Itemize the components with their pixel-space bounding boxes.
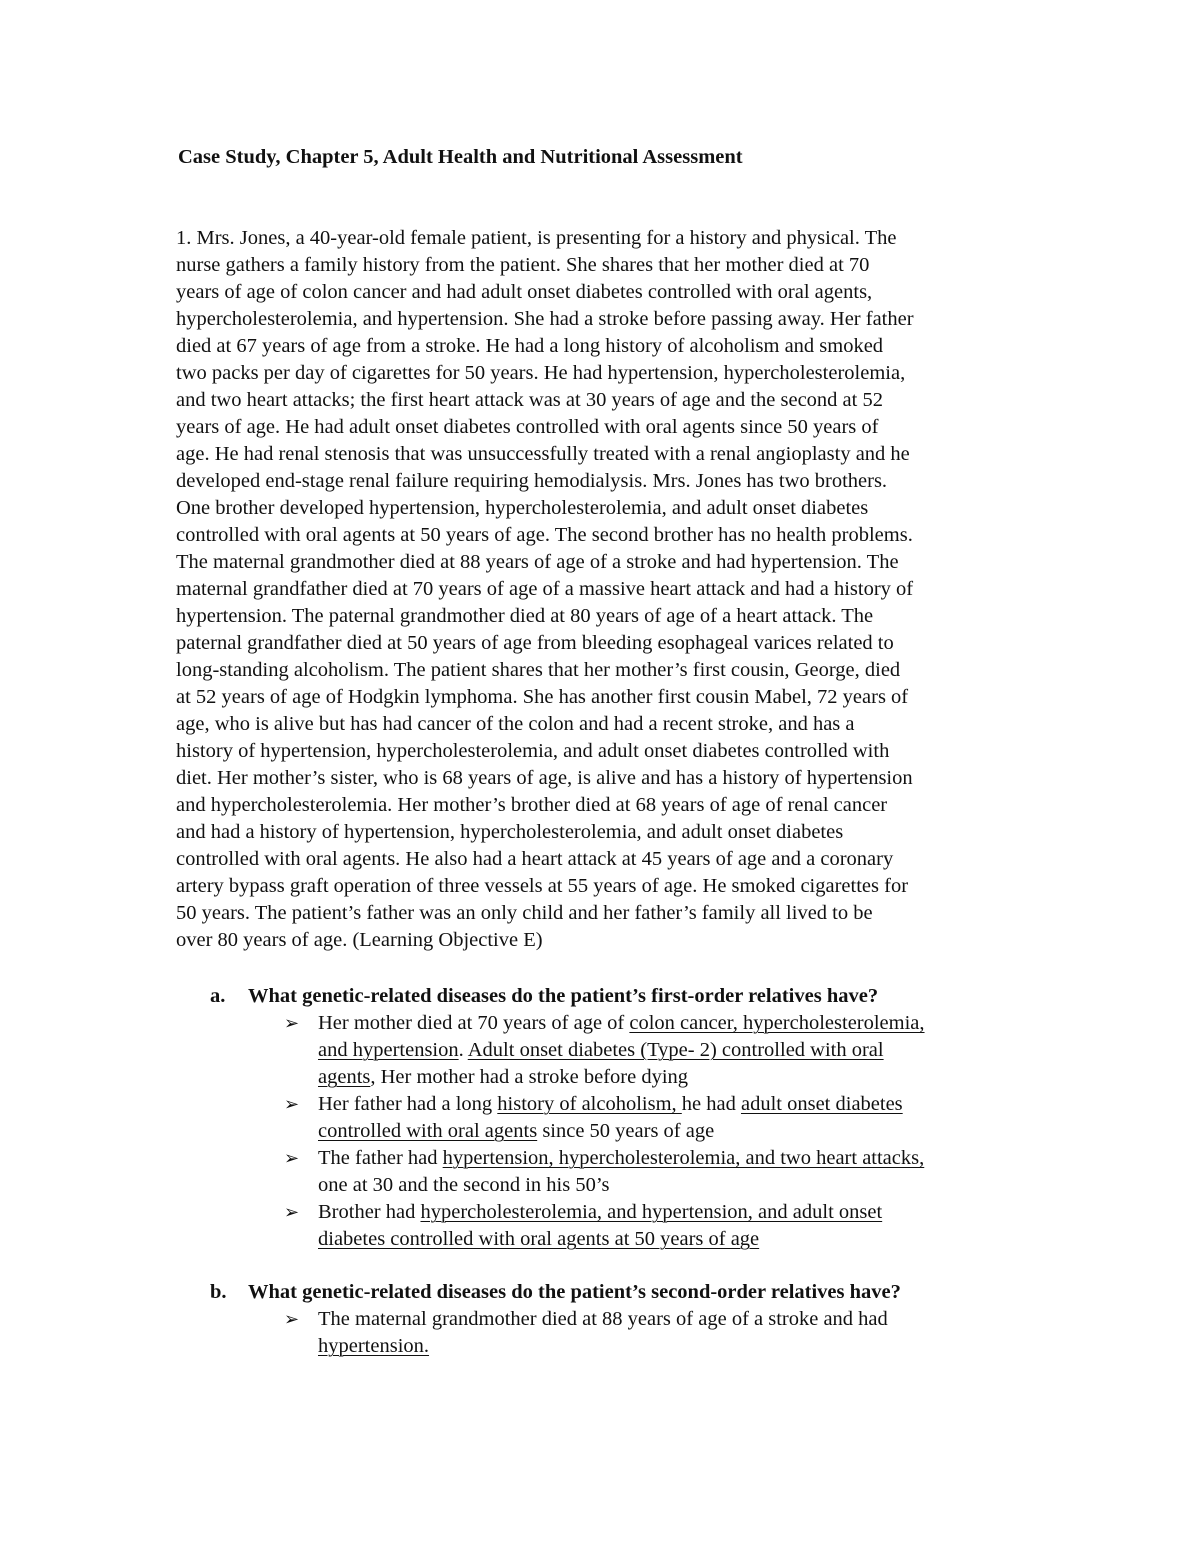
paragraph-line: paternal grandfather died at 50 years of age from bleeding esophageal varices related to (176, 632, 894, 654)
answer-line (318, 1199, 882, 1226)
answer-text: Her mother died at 70 years of age of (318, 1012, 630, 1034)
underlined-text: and hypertension (318, 1039, 459, 1061)
question-text: What genetic-related diseases do the patient’s second-order relatives have? (248, 1281, 901, 1303)
paragraph-line: and hypercholesterolemia. Her mother’s brother died at 68 years of age of renal cancer (176, 794, 888, 816)
arrow-bullet-icon: ➢ (284, 1013, 300, 1034)
answer-line (318, 1091, 903, 1118)
paragraph-line: controlled with oral agents at 50 years of age. The second brother has no health problems. (176, 524, 913, 546)
paragraph-line: nurse gathers a family history from the patient. She shares that her mother died at 70 (176, 254, 870, 276)
answer-line (318, 1172, 610, 1199)
underlined-text: agents (318, 1066, 371, 1088)
underlined-text: hypercholesterolemia, and hypertension, and adult onset (420, 1201, 883, 1223)
paragraph-line: 50 years. The patient’s father was an only child and her father’s family all lived to be (176, 902, 873, 924)
underlined-text: colon cancer, hypercholesterolemia, (629, 1012, 925, 1034)
answer-line (318, 1145, 924, 1172)
arrow-bullet-icon: ➢ (284, 1148, 300, 1169)
paragraph-line: long-standing alcoholism. The patient shares that her mother’s first cousin, George, died (176, 659, 901, 681)
paragraph-line: maternal grandfather died at 70 years of age of a massive heart attack and had a history of (176, 578, 914, 600)
answer-line (318, 1118, 714, 1145)
answer-line (318, 1064, 688, 1091)
paragraph-line: at 52 years of age of Hodgkin lymphoma. She has another first cousin Mabel, 72 years of (176, 686, 909, 708)
question-letter: a. (210, 985, 226, 1007)
answer-text: Her father had a long (318, 1093, 498, 1115)
paragraph-line: diet. Her mother’s sister, who is 68 years of age, is alive and has a history of hypertension (176, 767, 913, 789)
paragraph-line: age, who is alive but has had cancer of the colon and had a recent stroke, and has a (176, 713, 855, 735)
paragraph-line: years of age. He had adult onset diabetes controlled with oral agents since 50 years of (176, 416, 879, 438)
paragraph-line: The maternal grandmother died at 88 years of age of a stroke and had hypertension. The (176, 551, 899, 573)
answer-text: he had (681, 1093, 741, 1115)
answer-text: Brother had (318, 1201, 421, 1223)
underlined-text: diabetes controlled with oral agents at 50 years of age (318, 1228, 760, 1250)
answer-text: since 50 years of age (537, 1120, 715, 1142)
answer-line (318, 1226, 759, 1253)
underlined-text: hypertension. (318, 1335, 430, 1357)
arrow-bullet-icon: ➢ (284, 1094, 300, 1115)
underlined-text: adult onset diabetes (740, 1093, 903, 1115)
arrow-bullet-icon: ➢ (284, 1309, 300, 1330)
question-letter: b. (210, 1281, 227, 1303)
underlined-text: Adult onset diabetes (Type- 2) controlled with oral (467, 1039, 884, 1061)
paragraph-line: artery bypass graft operation of three vessels at 55 years of age. He smoked cigarettes for (176, 875, 909, 897)
document-title: Case Study, Chapter 5, Adult Health and Nutritional Assessment (178, 146, 743, 168)
paragraph-line: history of hypertension, hypercholesterolemia, and adult onset diabetes controlled with (176, 740, 890, 762)
paragraph-line: age. He had renal stenosis that was unsuccessfully treated with a renal angioplasty and he (176, 443, 910, 465)
arrow-bullet-icon: ➢ (284, 1202, 300, 1223)
question-text: What genetic-related diseases do the patient’s first-order relatives have? (248, 985, 879, 1007)
answer-line (318, 1010, 925, 1037)
paragraph-line: and two heart attacks; the first heart attack was at 30 years of age and the second at 52 (176, 389, 883, 411)
answer-text: The father had (318, 1147, 443, 1169)
underlined-text: controlled with oral agents (318, 1120, 538, 1142)
paragraph-line: One brother developed hypertension, hypercholesterolemia, and adult onset diabetes (176, 497, 869, 519)
answer-text: , Her mother had a stroke before dying (370, 1066, 689, 1088)
answer-line (318, 1306, 888, 1333)
underlined-text: history of alcoholism, (497, 1093, 682, 1115)
paragraph-line: hypertension. The paternal grandmother died at 80 years of age of a heart attack. The (176, 605, 874, 627)
paragraph-line: 1. Mrs. Jones, a 40-year-old female patient, is presenting for a history and physical. The (176, 227, 897, 249)
paragraph-line: over 80 years of age. (Learning Objective E) (176, 929, 543, 951)
paragraph-line: developed end-stage renal failure requiring hemodialysis. Mrs. Jones has two brothers. (176, 470, 888, 492)
paragraph-line: died at 67 years of age from a stroke. He had a long history of alcoholism and smoked (176, 335, 884, 357)
paragraph-line: and had a history of hypertension, hypercholesterolemia, and adult onset diabetes (176, 821, 844, 843)
paragraph-line: controlled with oral agents. He also had a heart attack at 45 years of age and a coronary (176, 848, 894, 870)
paragraph-line: two packs per day of cigarettes for 50 years. He had hypertension, hypercholesterolemia, (176, 362, 906, 384)
answer-text: . (458, 1039, 468, 1061)
answer-line (318, 1333, 429, 1360)
answer-line (318, 1037, 884, 1064)
question-a (210, 983, 878, 1010)
answer-text: one at 30 and the second in his 50’s (318, 1174, 610, 1196)
paragraph-line: years of age of colon cancer and had adult onset diabetes controlled with oral agents, (176, 281, 873, 303)
paragraph-line: hypercholesterolemia, and hypertension. She had a stroke before passing away. Her father (176, 308, 914, 330)
answer-text: The maternal grandmother died at 88 years of age of a stroke and had (318, 1308, 888, 1330)
question-b (210, 1279, 901, 1306)
underlined-text: hypertension, hypercholesterolemia, and two heart attacks, (442, 1147, 925, 1169)
